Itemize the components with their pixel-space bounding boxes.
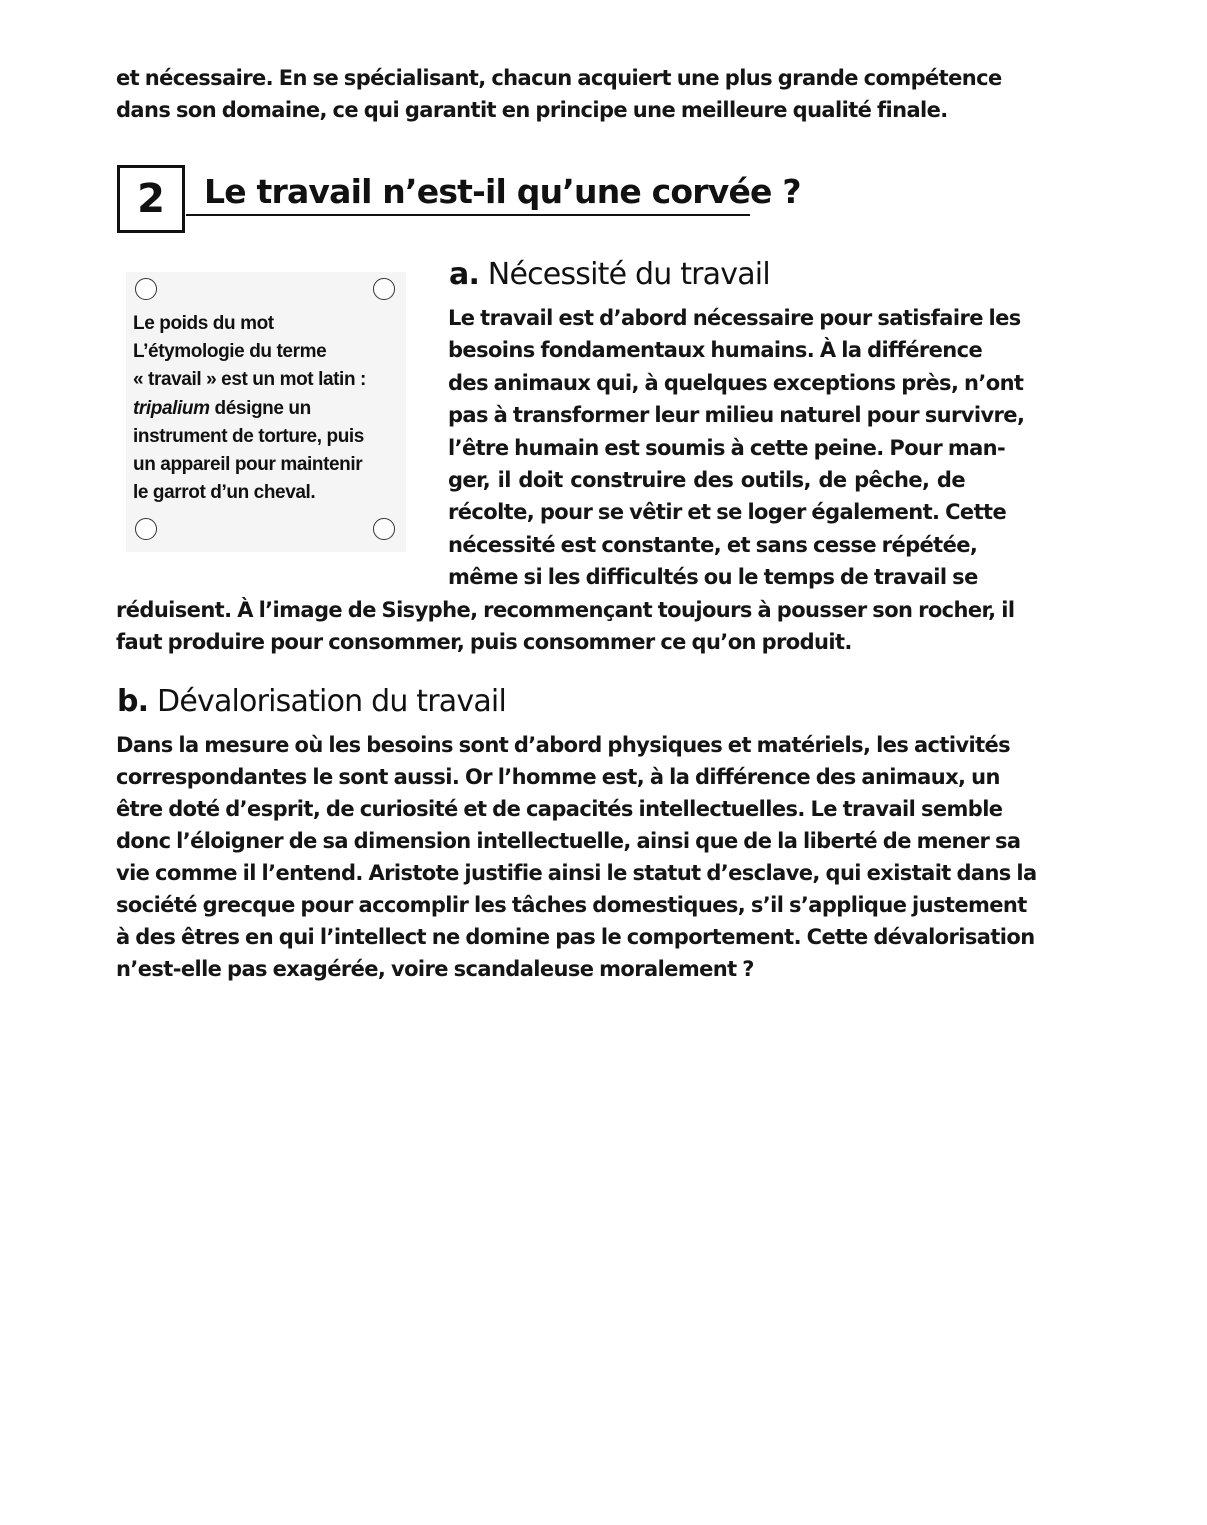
text-line: à des êtres en qui l’intellect ne domine pas le comportement. Cette dévalorisation: [116, 925, 1035, 949]
subsection-title: Nécessité du travail: [487, 257, 770, 292]
intro-paragraph: [116, 62, 1002, 126]
text-line: donc l’éloigner de sa dimension intellectuelle, ainsi que de la liberté de mener sa: [116, 829, 1021, 853]
punch-hole-icon: [135, 278, 157, 300]
text-line: faut produire pour consommer, puis consommer ce qu’on produit.: [116, 630, 852, 654]
subsection-a-full-text: [116, 594, 1015, 658]
text-line: pas à transformer leur milieu naturel pour survivre,: [448, 403, 1025, 428]
section-number: 2: [137, 176, 165, 222]
subsection-b-heading: [117, 684, 506, 719]
subsection-b-paragraph: [116, 729, 1037, 985]
text-line: et nécessaire. En se spécialisant, chacun acquiert une plus grande compétence: [116, 66, 1002, 90]
card-line-rest: désigne un: [214, 397, 311, 419]
subsection-letter: a.: [449, 257, 480, 292]
subsection-a-heading: [449, 257, 770, 292]
text-line: l’être humain est soumis à cette peine. Pour man-: [448, 435, 1006, 460]
card-line: [133, 395, 403, 423]
card-line: le garrot d’un cheval.: [133, 482, 316, 504]
text-line: être doté d’esprit, de curiosité et de capacités intellectuelles. Le travail semble: [116, 797, 1003, 821]
subsection-letter: b.: [117, 684, 149, 719]
italic-term: tripalium: [133, 397, 210, 419]
text-line: ger, il doit construire des outils, de pêche, de: [448, 468, 965, 493]
text-line: récolte, pour se vêtir et se loger également. Cette: [448, 500, 1007, 525]
section-title: Le travail n’est-il qu’une corvée ?: [186, 168, 750, 216]
text-line: nécessité est constante, et sans cesse répétée,: [448, 532, 978, 557]
text-line: correspondantes le sont aussi. Or l’homme est, à la différence des animaux, un: [116, 765, 1000, 789]
card-line: L’étymologie du terme: [133, 341, 327, 363]
punch-hole-icon: [373, 278, 395, 300]
card-line: instrument de torture, puis: [133, 425, 364, 447]
text-line: société grecque pour accomplir les tâches domestiques, s’il s’applique justement: [116, 893, 1027, 917]
text-line: Le travail est d’abord nécessaire pour satisfaire les: [448, 306, 1021, 330]
text-line: des animaux qui, à quelques exceptions près, n’ont: [448, 370, 1024, 395]
section-number-box: [117, 165, 185, 233]
text-line: besoins fondamentaux humains. À la différence: [448, 338, 983, 363]
punch-hole-icon: [135, 518, 157, 540]
card-line: « travail » est un mot latin :: [133, 369, 366, 391]
text-line: vie comme il l’entend. Aristote justifie ainsi le statut d’esclave, qui existait dans la: [116, 861, 1037, 885]
subsection-a-column-text: [448, 302, 1025, 594]
text-line: Dans la mesure où les besoins sont d’abord physiques et matériels, les activités: [116, 733, 1011, 757]
subsection-title: Dévalorisation du travail: [157, 684, 506, 719]
text-line: réduisent. À l’image de Sisyphe, recommençant toujours à pousser son rocher, il: [116, 598, 1015, 622]
text-line: dans son domaine, ce qui garantit en principe une meilleure qualité finale.: [116, 98, 948, 122]
card-title: Le poids du mot: [133, 313, 274, 334]
punch-hole-icon: [373, 518, 395, 540]
card-line: un appareil pour maintenir: [133, 454, 363, 476]
text-line: même si les difficultés ou le temps de travail se: [448, 565, 978, 590]
definition-card-text: [133, 310, 403, 507]
text-line: n’est-elle pas exagérée, voire scandaleuse moralement ?: [116, 957, 754, 981]
